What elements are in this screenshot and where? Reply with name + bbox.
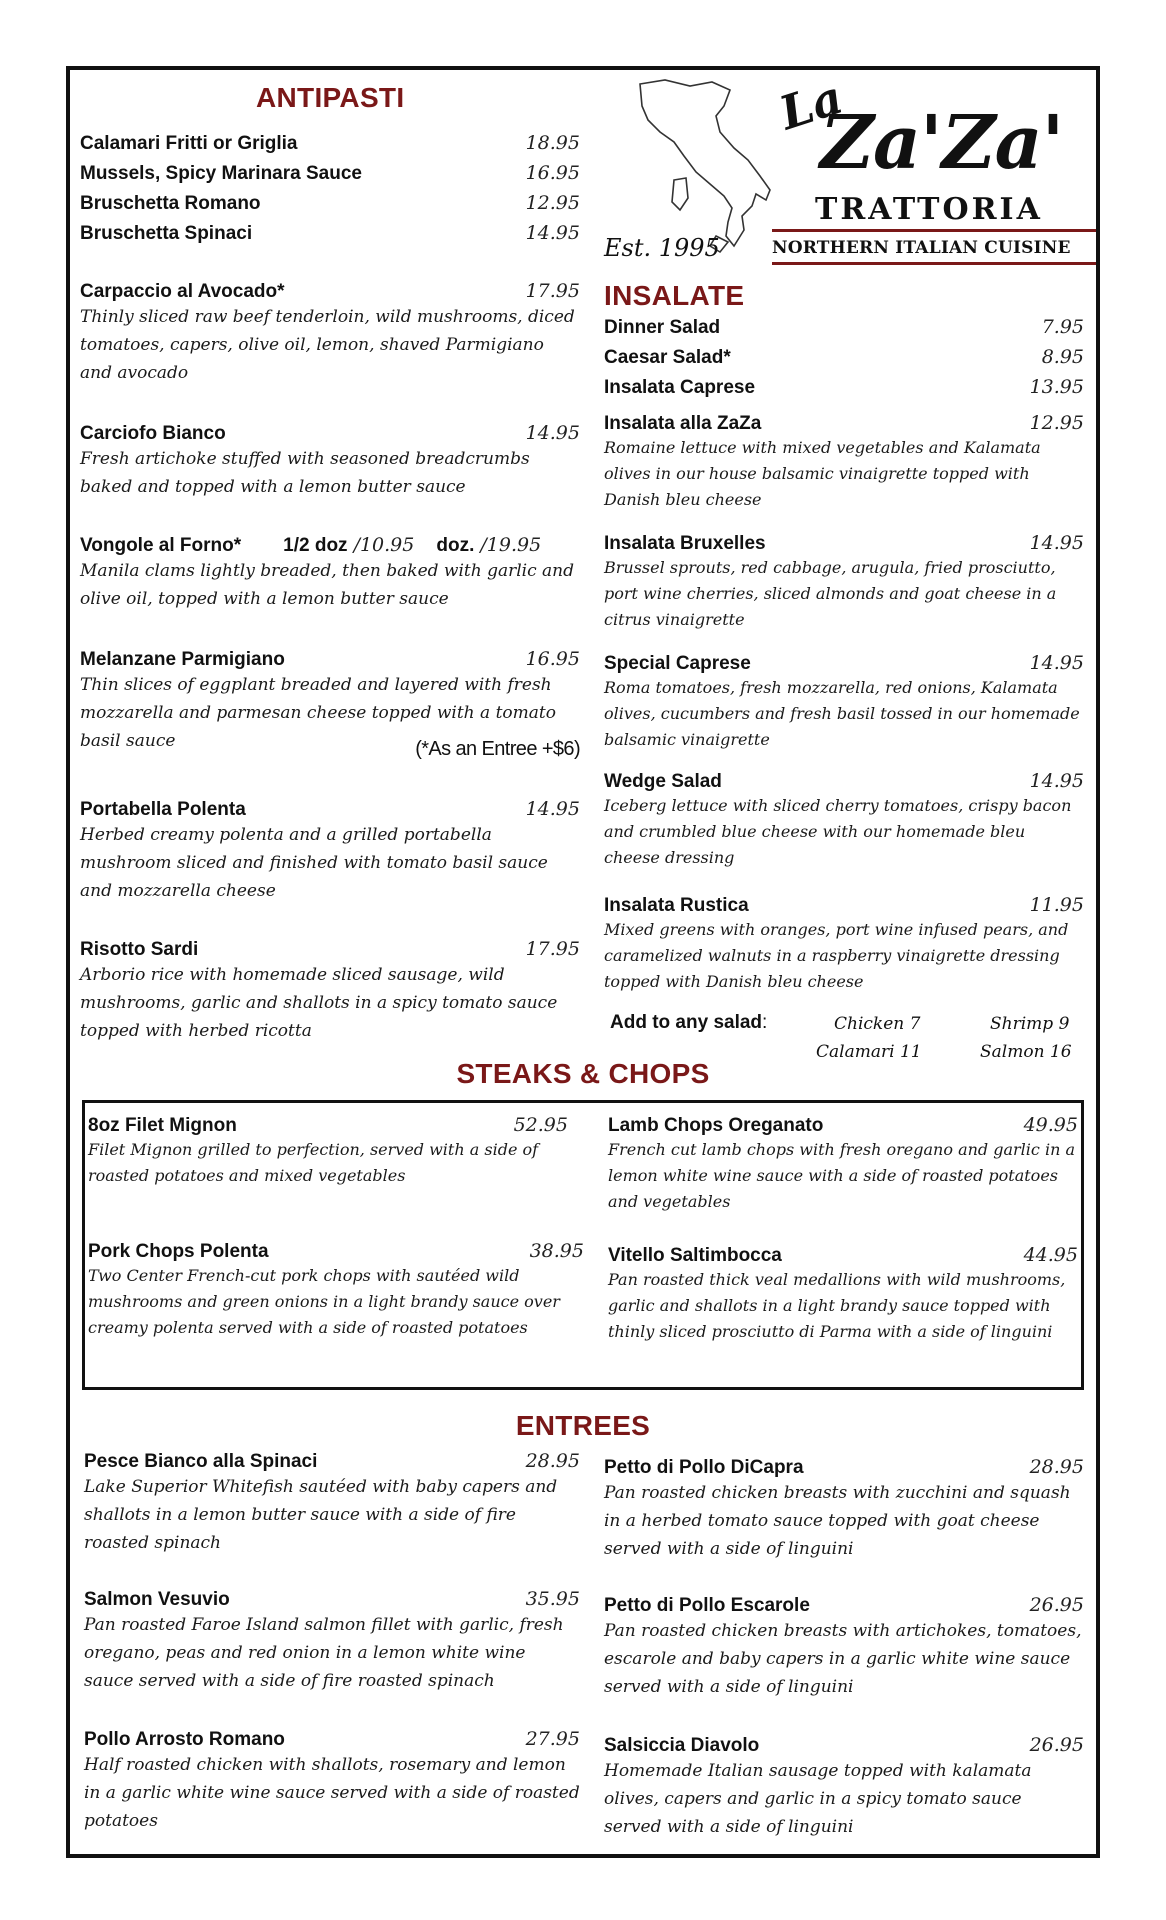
list-item [80, 222, 580, 252]
item-price: 12.95 [525, 192, 580, 214]
item-desc: Pan roasted Faroe Island salmon fillet with garlic, fresh oregano, peas and red onion in a lemon white wine sauce served with a side of fire roasted spinach [84, 1615, 564, 1691]
item-desc: Pan roasted chicken breasts with artichokes, tomatoes, escarole and baby capers in a garlic white wine sauce served with a side of linguini [604, 1621, 1082, 1697]
item-name: Insalata alla ZaZa [604, 413, 762, 434]
item-price: 49.95 [1023, 1114, 1078, 1136]
item-desc: Thinly sliced raw beef tenderloin, wild mushrooms, diced tomatoes, capers, olive oil, lemon, shaved Parmigiano and avocado [80, 307, 575, 383]
item-desc: Half roasted chicken with shallots, rosemary and lemon in a garlic white wine sauce served with a side of roasted potatoes [84, 1755, 580, 1831]
item-price: 44.95 [1023, 1244, 1078, 1266]
item-desc: Filet Mignon grilled to perfection, served with a side of roasted potatoes and mixed vegetables [88, 1140, 539, 1185]
steaks-title: STEAKS & CHOPS [456, 1058, 710, 1089]
addon-colon: : [762, 1012, 768, 1033]
list-item [80, 132, 580, 162]
menu-item-salmon [84, 1588, 580, 1695]
item-desc: Herbed creamy polenta and a grilled portabella mushroom sliced and finished with tomato basil sauce and mozzarella cheese [80, 825, 548, 901]
item-name: Mussels, Spicy Marinara Sauce [80, 163, 362, 184]
item-price: 12.95 [1029, 412, 1084, 434]
item-price: 17.95 [525, 280, 580, 302]
item-price: 14.95 [525, 422, 580, 444]
item-desc: Lake Superior Whitefish sautéed with baby capers and shallots in a lemon butter sauce with a side of fire roasted spinach [84, 1477, 558, 1553]
addon-item: Chicken 7 [834, 1014, 921, 1034]
item-desc: Mixed greens with oranges, port wine infused pears, and caramelized walnuts in a raspberry vinaigrette dressing topped with Danish bleu cheese [604, 920, 1069, 991]
dozen-label: doz. [436, 535, 475, 556]
item-desc: Iceberg lettuce with sliced cherry tomatoes, crispy bacon and crumbled blue cheese with our homemade bleu cheese dressing [604, 796, 1072, 867]
item-price: 18.95 [525, 132, 580, 154]
item-name: Calamari Fritti or Griglia [80, 133, 298, 154]
menu-item-escarole [604, 1594, 1084, 1701]
menu-item-salsiccia [604, 1734, 1084, 1841]
menu-item-carpaccio [80, 280, 580, 387]
item-desc: Brussel sprouts, red cabbage, arugula, fried prosciutto, port wine cherries, sliced almonds and goat cheese in a citrus vinaigrette [604, 558, 1057, 629]
italy-map-icon [620, 76, 780, 256]
item-price: 11.95 [1029, 894, 1084, 916]
menu-item-carciofo [80, 422, 580, 501]
item-name: Lamb Chops Oreganato [608, 1115, 824, 1136]
item-desc: Pan roasted thick veal medallions with wild mushrooms, garlic and shallots in a light brandy sauce topped with thinly sliced prosciutto di Parma with a side of linguini [608, 1270, 1066, 1341]
item-name: Insalata Rustica [604, 895, 749, 916]
dozen-price: /19.95 [480, 534, 542, 556]
item-name: Portabella Polenta [80, 799, 246, 820]
item-desc: Arborio rice with homemade sliced sausage, wild mushrooms, garlic and shallots in a spicy tomato sauce topped with herbed ricotta [80, 965, 558, 1041]
item-name: Carpaccio al Avocado* [80, 281, 285, 302]
item-name: Vitello Saltimbocca [608, 1245, 782, 1266]
item-price: 7.95 [1041, 316, 1084, 338]
insalate-simple-list [604, 316, 1084, 406]
item-name: Special Caprese [604, 653, 751, 674]
list-item [80, 192, 580, 222]
item-price: 13.95 [1029, 376, 1084, 398]
addon-item: Shrimp 9 [990, 1014, 1070, 1034]
menu-item-vitello [608, 1244, 1078, 1345]
item-name: Carciofo Bianco [80, 423, 226, 444]
item-name: Caesar Salad* [604, 347, 731, 368]
half-dozen-price: /10.95 [353, 534, 415, 556]
menu-item-dicapra [604, 1456, 1084, 1563]
item-desc: Fresh artichoke stuffed with seasoned breadcrumbs baked and topped with a lemon butter sauce [80, 449, 530, 497]
menu-item-lamb [608, 1114, 1078, 1215]
menu-item-risotto [80, 938, 580, 1045]
item-name: Wedge Salad [604, 771, 722, 792]
item-desc: Two Center French-cut pork chops with sautéed wild mushrooms and green onions in a light brandy sauce over creamy polenta served with a side of roasted potatoes [88, 1266, 560, 1337]
logo-rule-top [772, 229, 1096, 232]
entrees-title: ENTREES [515, 1410, 651, 1441]
item-name: Vongole al Forno* [80, 535, 242, 556]
menu-item-vongole [80, 534, 580, 613]
logo-trattoria: TRATTORIA [815, 192, 1043, 227]
item-name: Bruschetta Spinaci [80, 223, 253, 244]
item-price: 8.95 [1041, 346, 1084, 368]
item-name: 8oz Filet Mignon [88, 1115, 237, 1136]
item-desc: French cut lamb chops with fresh oregano and garlic in a lemon white wine sauce with a side of roasted potatoes and vegetables [608, 1140, 1076, 1211]
item-name: Insalata Bruxelles [604, 533, 766, 554]
item-name: Melanzane Parmigiano [80, 649, 285, 670]
item-name: Salsiccia Diavolo [604, 1735, 760, 1756]
menu-item-bruxelles [604, 532, 1084, 633]
item-price: 16.95 [525, 162, 580, 184]
list-item [604, 376, 1084, 406]
item-desc: Roma tomatoes, fresh mozzarella, red onions, Kalamata olives, cucumbers and fresh basil tossed in our homemade balsamic vinaigrette [604, 678, 1080, 749]
item-price: 26.95 [1029, 1734, 1084, 1756]
item-price: 28.95 [1029, 1456, 1084, 1478]
menu-item-wedge [604, 770, 1084, 871]
item-price: 52.95 [513, 1114, 568, 1136]
addon-label: Add to any salad [610, 1012, 763, 1033]
antipasti-simple-list [80, 132, 580, 252]
item-name: Petto di Pollo DiCapra [604, 1457, 804, 1478]
item-name: Pesce Bianco alla Spinaci [84, 1451, 318, 1472]
list-item [604, 316, 1084, 346]
menu-item-filet [88, 1114, 568, 1189]
item-desc: Thin slices of eggplant breaded and layered with fresh mozzarella and parmesan cheese topped with a tomato basil sauce [80, 675, 556, 751]
menu-item-pesce [84, 1450, 580, 1557]
item-price: 28.95 [525, 1450, 580, 1472]
item-name: Pollo Arrosto Romano [84, 1729, 285, 1750]
menu-item-pollo-romano [84, 1728, 580, 1835]
item-name: Pork Chops Polenta [88, 1241, 269, 1262]
item-desc: Homemade Italian sausage topped with kalamata olives, capers and garlic in a spicy tomato sauce served with a side of linguini [604, 1761, 1032, 1837]
half-dozen-label: 1/2 doz [283, 535, 348, 556]
menu-item-melanzane [80, 648, 580, 760]
logo-rule-bottom [772, 262, 1096, 265]
item-name: Insalata Caprese [604, 377, 756, 398]
item-price: 14.95 [1029, 532, 1084, 554]
menu-item-pork [88, 1240, 584, 1341]
item-price: 17.95 [525, 938, 580, 960]
list-item [80, 162, 580, 192]
insalate-title: INSALATE [604, 280, 745, 311]
item-price: 14.95 [1029, 770, 1084, 792]
antipasti-title: ANTIPASTI [256, 82, 405, 113]
item-desc: Romaine lettuce with mixed vegetables and Kalamata olives in our house balsamic vinaigrette topped with Danish bleu cheese [604, 438, 1041, 509]
item-name: Risotto Sardi [80, 939, 199, 960]
entree-note: (*As an Entree +$6) [415, 738, 580, 760]
salad-addons [610, 1012, 1084, 1062]
menu-item-insalata-zaza [604, 412, 1084, 513]
item-price: 14.95 [1029, 652, 1084, 674]
item-price: 26.95 [1029, 1594, 1084, 1616]
item-name: Petto di Pollo Escarole [604, 1595, 810, 1616]
item-price: 14.95 [525, 798, 580, 820]
item-price: 16.95 [525, 648, 580, 670]
item-price: 27.95 [525, 1728, 580, 1750]
item-name: Dinner Salad [604, 317, 721, 338]
logo-subtitle: NORTHERN ITALIAN CUISINE [772, 238, 1071, 258]
item-name: Bruschetta Romano [80, 193, 261, 214]
logo-name: Za'Za' [820, 100, 1064, 186]
menu-item-rustica [604, 894, 1084, 995]
logo-la: La [773, 69, 849, 141]
addon-item: Calamari 11 [816, 1042, 922, 1062]
menu-item-special-caprese [604, 652, 1084, 753]
item-price: 38.95 [529, 1240, 584, 1262]
addon-item: Salmon 16 [980, 1042, 1072, 1062]
item-name: Salmon Vesuvio [84, 1589, 230, 1610]
logo-est: Est. 1995 [604, 234, 720, 262]
item-desc: Pan roasted chicken breasts with zucchini and squash in a herbed tomato sauce topped with goat cheese served with a side of linguini [604, 1483, 1071, 1559]
item-price: 14.95 [525, 222, 580, 244]
list-item [604, 346, 1084, 376]
item-price: 35.95 [525, 1588, 580, 1610]
menu-item-portabella [80, 798, 580, 905]
item-desc: Manila clams lightly breaded, then baked with garlic and olive oil, topped with a lemon butter sauce [80, 561, 575, 609]
